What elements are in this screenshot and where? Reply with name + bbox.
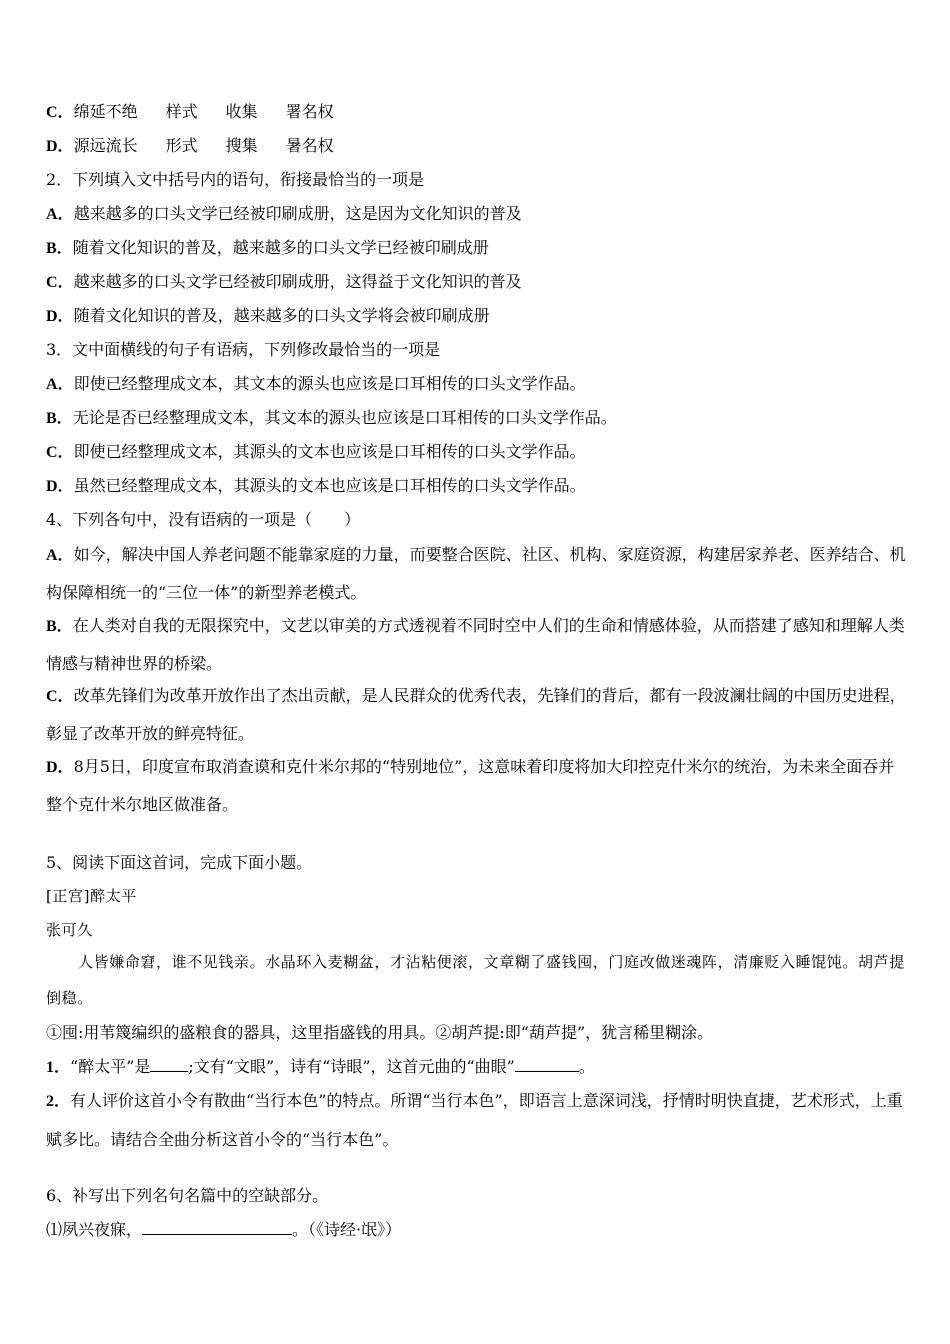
- poem-title: [正宫]醉太平: [46, 887, 137, 905]
- poem-author: 张可久: [46, 921, 93, 939]
- q5-sub2: 2．有人评价这首小令有散曲“当行本色”的特点。所谓“当行本色”，即语言上意深词浅，抒情时明快直捷，艺术形式，上重赋多比。请结合全曲分析这首小令的“当行本色”。: [46, 1091, 903, 1149]
- q1-option-d: D．源远流长 形式 搜集 暑名权: [46, 136, 334, 155]
- q3-option-c: C．即使已经整理成文本，其源头的文本也应该是口耳相传的口头文学作品。: [46, 442, 586, 461]
- q2-option-d: D．随着文化知识的普及，越来越多的口头文学将会被印刷成册: [46, 306, 490, 325]
- q3-stem: 3．文中面横线的句子有语病，下列修改最恰当的一项是: [46, 340, 441, 359]
- q4-option-a: A．如今，解决中国人养老问题不能靠家庭的力量，而要整合医院、社区、机构、家庭资源，构建居家养老、医养结合、机构保障相统一的“三位一体”的新型养老模式。: [46, 545, 906, 602]
- q4-option-b: B．在人类对自我的无限探究中，文艺以审美的方式透视着不同时空中人们的生命和情感体验，从而搭建了感知和理解人类情感与精神世界的桥梁。: [46, 616, 905, 673]
- q5-stem: 5、阅读下面这首词，完成下面小题。: [46, 853, 313, 872]
- q2-option-a: A．越来越多的口头文学已经被印刷成册，这是因为文化知识的普及: [46, 204, 522, 223]
- q2-stem: 2．下列填入文中括号内的语句，衔接最恰当的一项是: [46, 170, 425, 189]
- poem-notes: ①囤:用苇篾编织的盛粮食的器具，这里指盛钱的用具。②胡芦提:即“葫芦提”，犹言稀里糊涂。: [46, 1023, 714, 1042]
- q4-option-c: C．改革先锋们为改革开放作出了杰出贡献，是人民群众的优秀代表，先锋们的背后，都有一段波澜壮阔的中国历史进程，彰显了改革开放的鲜亮特征。: [46, 686, 906, 743]
- q1-option-c: C．绵延不绝 样式 收集 署名权: [46, 102, 334, 121]
- q3-option-a: A．即使已经整理成文本，其文本的源头也应该是口耳相传的口头文学作品。: [46, 374, 586, 393]
- answer-blank[interactable]: [142, 1220, 292, 1235]
- q3-option-b: B．无论是否已经整理成文本，其文本的源头也应该是口耳相传的口头文学作品。: [46, 408, 617, 427]
- answer-blank[interactable]: [150, 1057, 188, 1072]
- q5-sub1: 1．“醉太平”是 ;文有“文眼”，诗有“诗眼”，这首元曲的“曲眼” 。: [46, 1057, 595, 1076]
- q2-option-c: C．越来越多的口头文学已经被印刷成册，这得益于文化知识的普及: [46, 272, 522, 291]
- q6-stem: 6、补写出下列名句名篇中的空缺部分。: [46, 1186, 329, 1205]
- q4-stem: 4、下列各句中，没有语病的一项是（ ）: [46, 510, 361, 529]
- q2-option-b: B．随着文化知识的普及，越来越多的口头文学已经被印刷成册: [46, 238, 489, 257]
- q6-item-1: ⑴夙兴夜寐， 。（《诗经·氓》）: [46, 1220, 402, 1239]
- poem-text: 人皆嫌命窘，谁不见钱亲。水晶环入麦糊盆，才沾粘便滚，文章糊了盛钱囤，门庭改做迷魂阵，清廉贬入睡馄饨。胡芦提倒稳。: [46, 953, 905, 1007]
- answer-blank[interactable]: [515, 1057, 579, 1072]
- q4-option-d: D．8月5日，印度宣布取消查谟和克什米尔邦的“特别地位”，这意味着印度将加大印控克什米尔的统治，为未来全面吞并整个克什米尔地区做准备。: [46, 757, 895, 814]
- q3-option-d: D．虽然已经整理成文本，其源头的文本也应该是口耳相传的口头文学作品。: [46, 476, 586, 495]
